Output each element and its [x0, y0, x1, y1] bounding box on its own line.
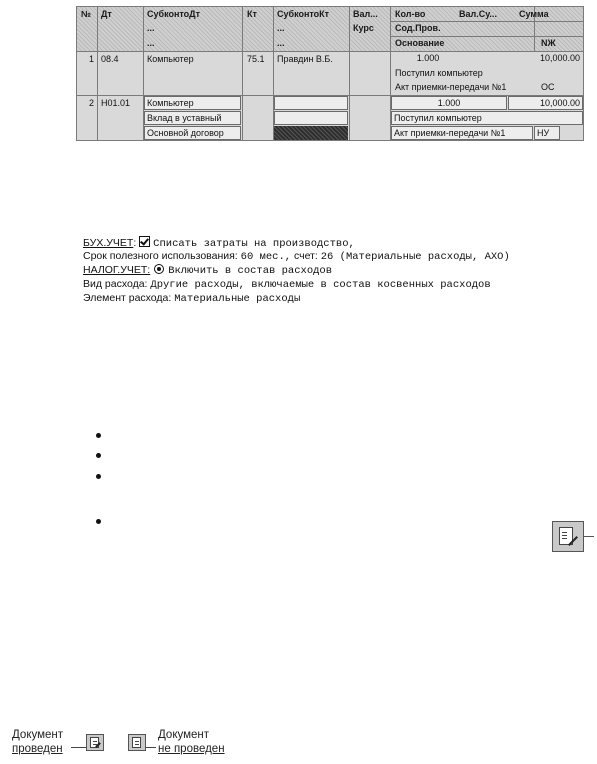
nalog-label[interactable]: НАЛОГ.УЧЕТ: — [83, 264, 151, 276]
vid-line — [83, 278, 491, 292]
element-line — [83, 292, 300, 306]
row1-sum[interactable]: 10,000.00 — [539, 53, 580, 63]
col-header-subconto-kt-2: ... — [277, 23, 285, 33]
row1-kt[interactable]: 75.1 — [247, 54, 265, 64]
col-header-quantity[interactable]: Кол-во — [395, 9, 426, 19]
schet-value: 26 (Материальные расходы, АХО) — [320, 251, 510, 263]
col-header-subconto-kt[interactable]: СубконтоКт — [277, 9, 330, 19]
row2-subconto-dt-3[interactable]: Основной договор — [144, 126, 241, 140]
srok-line — [83, 250, 510, 264]
col-header-subconto-dt-2: ... — [147, 23, 155, 33]
row1-basis[interactable]: Акт приемки-передачи №1 — [395, 82, 507, 92]
col-header-rate[interactable]: Курс — [353, 23, 374, 33]
element-value: Материальные расходы — [174, 293, 301, 305]
transactions-table — [76, 6, 584, 141]
document-posted-icon[interactable] — [86, 734, 104, 751]
unposted-label-2: не проведен — [158, 743, 225, 755]
nalog-radio-text: Включить в состав расходов — [168, 265, 333, 277]
row2-subconto-dt-1[interactable]: Компьютер — [144, 96, 241, 110]
col-header-subconto-kt-3: ... — [277, 38, 285, 48]
col-header-basis[interactable]: Основание — [395, 38, 445, 48]
buh-label[interactable]: БУХ.УЧЕТ — [83, 237, 134, 249]
row2-subconto-kt-1[interactable] — [274, 96, 348, 110]
buh-line — [83, 236, 355, 251]
row2-subconto-kt-2[interactable] — [274, 111, 348, 125]
buh-colon: : — [133, 237, 137, 249]
radio-selected-icon[interactable] — [154, 264, 164, 274]
checkbox-checked-icon[interactable] — [139, 236, 150, 247]
col-header-currency[interactable]: Вал... — [353, 9, 378, 19]
posted-label-2: проведен — [12, 743, 63, 755]
row1-nzh[interactable]: ОС — [541, 82, 555, 92]
row1-subconto-dt[interactable]: Компьютер — [147, 54, 194, 64]
bullet-4 — [96, 519, 101, 524]
row2-num: 2 — [88, 98, 94, 108]
srok-label: Срок полезного использования: — [83, 250, 238, 262]
schet-label: счет: — [294, 250, 318, 262]
row2-content[interactable]: Поступил компьютер — [391, 111, 583, 125]
col-header-subconto-dt-3: ... — [147, 38, 155, 48]
element-label: Элемент расхода: — [83, 292, 172, 304]
col-header-sum[interactable]: Сумма — [519, 9, 549, 19]
row1-subconto-kt[interactable]: Правдин В.Б. — [277, 54, 333, 64]
bullet-1 — [96, 433, 101, 438]
nalog-line — [83, 264, 332, 278]
col-header-content[interactable]: Сод.Пров. — [395, 23, 441, 33]
document-unposted-icon[interactable] — [128, 734, 146, 751]
row1-quantity[interactable]: 1.000 — [416, 53, 440, 63]
bullet-3 — [96, 474, 101, 479]
posted-label-1: Документ — [12, 729, 64, 741]
buh-check-text: Списать затраты на производство, — [153, 238, 355, 250]
bullet-2 — [96, 453, 101, 458]
col-header-nzh[interactable]: NЖ — [541, 38, 556, 48]
col-header-subconto-dt[interactable]: СубконтоДт — [147, 9, 200, 19]
row2-dt[interactable]: Н01.01 — [101, 98, 131, 108]
col-header-dt[interactable]: Дт — [101, 9, 112, 19]
row2-quantity[interactable]: 1.000 — [391, 96, 507, 110]
document-edit-icon[interactable] — [552, 521, 584, 552]
edit-icon-leader — [584, 536, 594, 537]
row1-num: 1 — [88, 54, 94, 64]
vid-label: Вид расхода: — [83, 278, 148, 290]
row2-nzh[interactable]: НУ — [534, 126, 560, 140]
srok-value: 60 мес., — [240, 251, 292, 263]
col-header-num[interactable]: № — [81, 9, 92, 19]
col-header-currency-sum[interactable]: Вал.Су... — [459, 9, 497, 19]
posted-leader — [71, 747, 87, 748]
row2-basis[interactable]: Акт приемки-передачи №1 — [391, 126, 533, 140]
row2-sum[interactable]: 10,000.00 — [508, 96, 583, 110]
row1-dt[interactable]: 08.4 — [101, 54, 119, 64]
row2-subconto-dt-2[interactable]: Вклад в уставный — [144, 111, 241, 125]
col-header-kt[interactable]: Кт — [247, 9, 257, 19]
vid-value: Другие расходы, включаемые в состав косвенных расходов — [150, 279, 491, 291]
unposted-label-1: Документ — [158, 729, 210, 741]
row1-content[interactable]: Поступил компьютер — [395, 68, 483, 78]
unposted-leader — [146, 747, 156, 748]
row2-subconto-kt-3-selected[interactable] — [274, 126, 348, 140]
